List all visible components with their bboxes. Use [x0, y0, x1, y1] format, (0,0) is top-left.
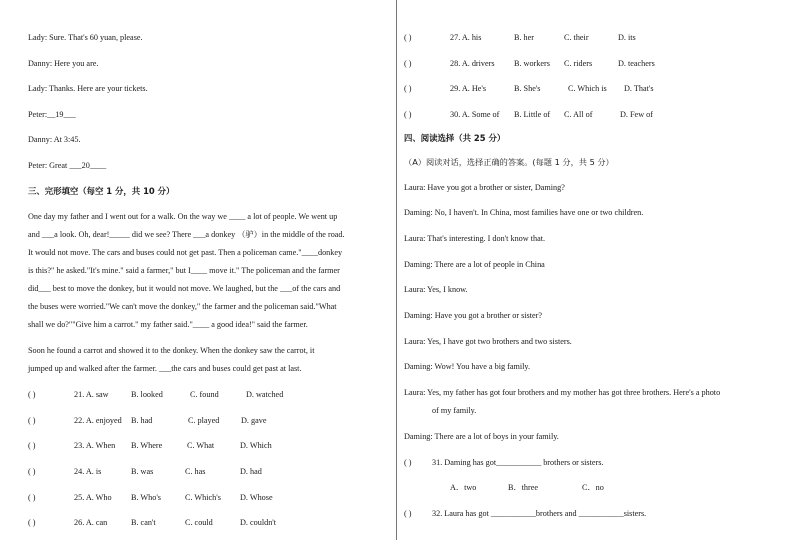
- option-a: 24. A. is: [74, 467, 102, 476]
- option-c: C. riders: [564, 59, 593, 68]
- dialog-line: Daming: No, I haven't. In China, most families have one or two children.: [404, 208, 644, 217]
- option-a: 29. A. He's: [450, 84, 487, 93]
- passage-line: shall we do?""Give him a carrot." my father said."____ a good idea!" said the farmer.: [28, 320, 308, 329]
- option-d: D. Few of: [620, 110, 653, 119]
- option-d: D. teachers: [618, 59, 655, 68]
- option-b: B. She's: [514, 84, 541, 93]
- question-32: [404, 509, 646, 519]
- passage-line: is this?" he asked."It's mine." said a farmer," but I____ move it." The policeman and the farmer: [28, 266, 340, 275]
- option-a: 27. A. his: [450, 33, 482, 42]
- option-d: D. That's: [624, 84, 654, 93]
- answer-blank[interactable]: ( ): [28, 416, 36, 425]
- option-d: D. gave: [241, 416, 267, 425]
- option-c: C. What: [187, 441, 215, 450]
- question-27: [404, 33, 776, 43]
- answer-blank[interactable]: ( ): [404, 59, 412, 68]
- option-b: B. Little of: [514, 110, 551, 119]
- question-29: [404, 84, 776, 94]
- question-31-text: 31. Daming has got___________ brothers or sisters.: [432, 458, 604, 467]
- subsection-a-title: （A）阅读对话，选择正确的答案。(每题 1 分，共 5 分）: [404, 157, 614, 167]
- question-23: [28, 441, 390, 451]
- dialog-line: Laura: Have you got a brother or sister, Daming?: [404, 183, 565, 192]
- dialog-line: Peter:__19___: [28, 110, 76, 119]
- option-a: 30. A. Some of: [450, 110, 500, 119]
- dialog-line: Danny: Here you are.: [28, 59, 99, 68]
- option-a: 23. A. When: [74, 441, 116, 450]
- passage-line: jumped up and walked after the farmer. ___the cars and buses could get past at last.: [28, 364, 302, 373]
- answer-blank[interactable]: ( ): [404, 509, 412, 518]
- option-d: D. Which: [240, 441, 272, 450]
- dialog-line: Laura: Yes, I have got two brothers and two sisters.: [404, 337, 572, 346]
- dialog-line: Lady: Sure. That's 60 yuan, please.: [28, 33, 143, 42]
- question-22: [28, 416, 390, 426]
- option-b: B. Where: [131, 441, 163, 450]
- option-a: 22. A. enjoyed: [74, 416, 122, 425]
- option-c: C. played: [188, 416, 220, 425]
- answer-blank[interactable]: ( ): [404, 33, 412, 42]
- dialog-line: Daming: There are a lot of people in China: [404, 260, 545, 269]
- option-b: B. workers: [514, 59, 550, 68]
- option-c: C. could: [185, 518, 213, 527]
- option-a: 25. A. Who: [74, 493, 112, 502]
- passage-line: and ___a look. Oh, dear!_____ did we see? There ___a donkey （驴）in the middle of the road.: [28, 230, 345, 239]
- answer-blank[interactable]: ( ): [28, 493, 36, 502]
- dialog-line: Daming: Wow! You have a big family.: [404, 362, 531, 371]
- question-28: [404, 59, 776, 69]
- option-b: B. was: [131, 467, 154, 476]
- answer-blank[interactable]: ( ): [404, 458, 412, 467]
- passage-line: the buses were worried."We can't move the donkey," the farmer and the policeman said."What: [28, 302, 337, 311]
- option-c: C．no: [582, 483, 604, 492]
- option-b: B. had: [131, 416, 153, 425]
- option-a: 26. A. can: [74, 518, 108, 527]
- option-c: C. All of: [564, 110, 593, 119]
- option-c: C. found: [190, 390, 219, 399]
- section-4-title: 四、阅读选择（共 25 分）: [404, 133, 506, 143]
- option-a: 21. A. saw: [74, 390, 109, 399]
- column-divider: [396, 0, 397, 540]
- question-30: [404, 110, 776, 120]
- passage-line: One day my father and I went out for a walk. On the way we ____ a lot of people. We went up: [28, 212, 338, 221]
- option-d: D. had: [240, 467, 262, 476]
- section-3-title: 三、完形填空（每空 1 分，共 10 分）: [28, 186, 175, 196]
- answer-blank[interactable]: ( ): [28, 390, 36, 399]
- option-b: B. can't: [131, 518, 156, 527]
- passage-line: It would not move. The cars and buses could not get past. Then a policeman came."____donkey: [28, 248, 343, 257]
- option-d: D. watched: [246, 390, 284, 399]
- dialog-line-continued: of my family.: [432, 406, 477, 415]
- dialog-line: Peter: Great ___20____: [28, 161, 107, 170]
- dialog-line: Danny: At 3:45.: [28, 135, 81, 144]
- option-d: D. its: [618, 33, 636, 42]
- dialog-line: Daming: Have you got a brother or sister?: [404, 311, 543, 320]
- option-c: C. Which's: [185, 493, 221, 502]
- question-32-text: 32. Laura has got ___________brothers and ___________sisters.: [432, 509, 647, 518]
- option-a: 28. A. drivers: [450, 59, 495, 68]
- option-c: C. Which is: [568, 84, 607, 93]
- dialog-line: Laura: Yes, my father has got four brothers and my mother has got three brothers. Here's a photo: [404, 388, 721, 397]
- dialog-line: Lady: Thanks. Here are your tickets.: [28, 84, 148, 93]
- dialog-line: Daming: There are a lot of boys in your family.: [404, 432, 559, 441]
- question-24: [28, 467, 390, 477]
- option-b: B. her: [514, 33, 535, 42]
- question-31: [404, 458, 603, 468]
- answer-blank[interactable]: ( ): [28, 441, 36, 450]
- option-b: B. Who's: [131, 493, 161, 502]
- option-c: C. has: [185, 467, 206, 476]
- question-21: [28, 390, 390, 400]
- option-d: D. Whose: [240, 493, 273, 502]
- question-25: [28, 493, 390, 503]
- option-a: A．two: [450, 483, 477, 492]
- option-c: C. their: [564, 33, 589, 42]
- option-b: B. looked: [131, 390, 163, 399]
- option-d: D. couldn't: [240, 518, 277, 527]
- answer-blank[interactable]: ( ): [28, 518, 36, 527]
- passage-line: Soon he found a carrot and showed it to the donkey. When the donkey saw the carrot, it: [28, 346, 315, 355]
- question-26: [28, 518, 390, 528]
- passage-line: did___ best to move the donkey, but it would not move. We laughed, but the ___of the cars and: [28, 284, 341, 293]
- answer-blank[interactable]: ( ): [404, 84, 412, 93]
- dialog-line: Laura: That's interesting. I don't know that.: [404, 234, 546, 243]
- answer-blank[interactable]: ( ): [404, 110, 412, 119]
- answer-blank[interactable]: ( ): [28, 467, 36, 476]
- dialog-line: Laura: Yes, I know.: [404, 285, 468, 294]
- option-b: B．three: [508, 483, 539, 492]
